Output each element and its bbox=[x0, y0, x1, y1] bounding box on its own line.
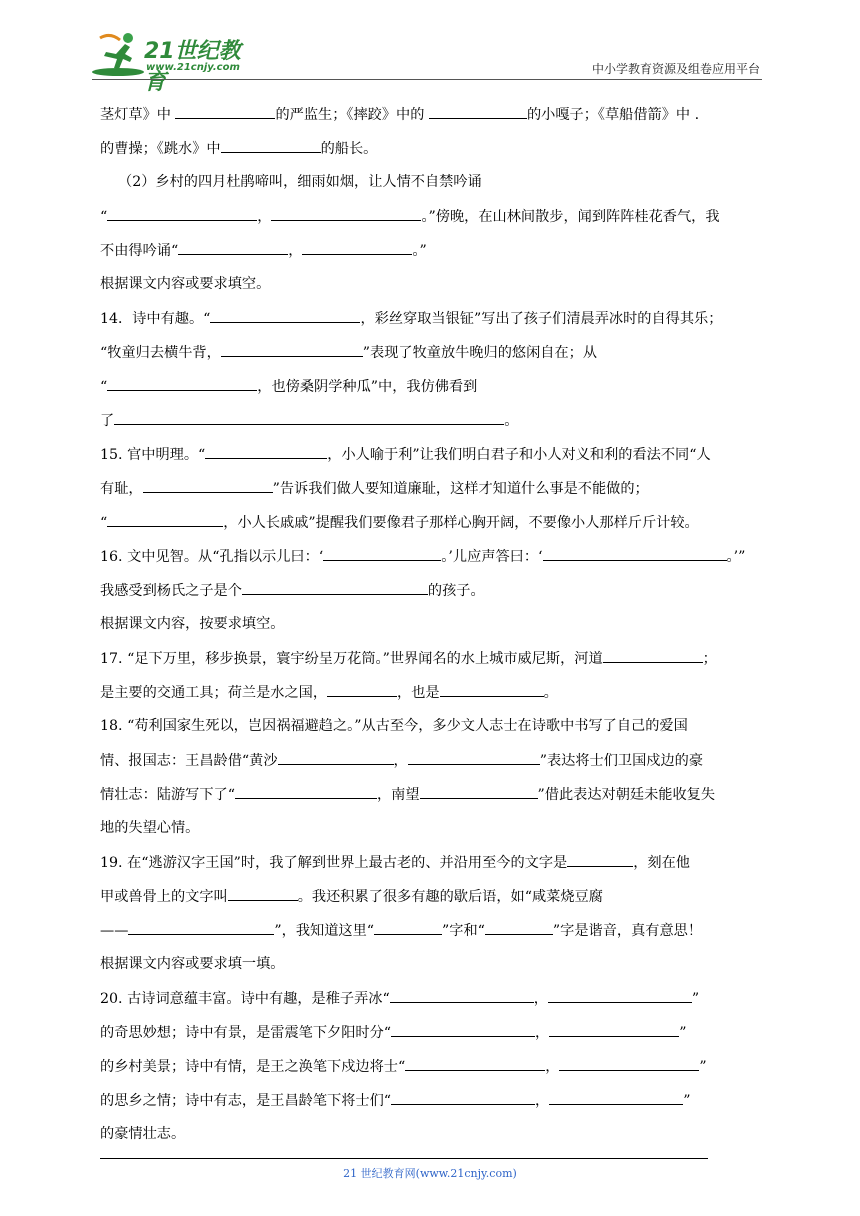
fill-blank[interactable] bbox=[235, 784, 377, 799]
line-text: 20. 古诗词意蕴丰富。诗中有趣，是稚子弄冰“ bbox=[100, 991, 390, 1007]
line-text: 。’儿应声答曰：‘ bbox=[441, 549, 543, 565]
line-text: 的船长。 bbox=[320, 141, 378, 157]
line-text: 的严监生；《摔跤》中的 bbox=[275, 107, 425, 123]
running-man-logo-icon bbox=[92, 28, 152, 80]
fill-blank[interactable] bbox=[128, 920, 274, 935]
line-text: 情、报国志：王昌龄借“黄沙 bbox=[100, 753, 278, 769]
fill-blank[interactable] bbox=[242, 580, 428, 595]
line-text: ”表达将士们卫国戍边的豪 bbox=[539, 753, 704, 769]
text-line bbox=[100, 852, 690, 873]
line-text: 地的失望心情。 bbox=[100, 820, 200, 836]
line-text: ， bbox=[393, 753, 408, 769]
text-line bbox=[100, 784, 715, 805]
fill-blank[interactable] bbox=[391, 1090, 535, 1105]
line-text: 15. 官中明理。“ bbox=[100, 447, 206, 463]
line-text: ，小人长戚戚”提醒我们要像君子那样心胸开阔，不要像小人那样斤斤计较。 bbox=[223, 515, 699, 531]
line-text: 的奇思妙想；诗中有景，是雷震笔下夕阳时分“ bbox=[100, 1025, 392, 1041]
line-text: —— bbox=[100, 923, 129, 939]
fill-blank[interactable] bbox=[420, 784, 538, 799]
line-text: 。我还积累了很多有趣的歇后语，如“咸菜烧豆腐 bbox=[297, 889, 603, 905]
fill-blank[interactable] bbox=[549, 1022, 679, 1037]
section-instruction: 根据课文内容或要求填一填。 bbox=[100, 956, 285, 972]
line-text: 情壮志：陆游写下了“ bbox=[100, 787, 235, 803]
line-text: ； bbox=[702, 651, 717, 667]
text-line bbox=[100, 988, 699, 1009]
text-line bbox=[100, 342, 597, 363]
line-text: 我感受到杨氏之子是个 bbox=[100, 583, 242, 599]
line-text: ” bbox=[683, 1093, 691, 1109]
fill-blank[interactable] bbox=[408, 750, 540, 765]
line-text: “牧童归去横牛背， bbox=[100, 345, 221, 361]
fill-blank[interactable] bbox=[221, 342, 363, 357]
text-line bbox=[100, 1124, 185, 1144]
fill-blank[interactable] bbox=[114, 410, 504, 425]
section-instruction: 根据课文内容或要求填空。 bbox=[100, 276, 271, 292]
line-text: ” bbox=[679, 1025, 687, 1041]
fill-blank[interactable] bbox=[210, 308, 360, 323]
line-text: ”字是谐音，真有意思！ bbox=[552, 923, 703, 939]
text-line bbox=[100, 920, 702, 941]
line-text: ”借此表达对朝廷未能收复失 bbox=[537, 787, 716, 803]
fill-blank[interactable] bbox=[143, 478, 273, 493]
line-text: ， bbox=[535, 1093, 550, 1109]
line-text: （2）乡村的四月杜鹃啼叫，细雨如烟，让人情不自禁吟诵 bbox=[118, 174, 482, 190]
text-line bbox=[100, 750, 703, 771]
fill-blank[interactable] bbox=[374, 920, 442, 935]
text-line bbox=[100, 308, 722, 329]
line-text: 。” bbox=[412, 243, 427, 259]
fill-blank[interactable] bbox=[390, 988, 534, 1003]
line-text: 的曹操；《跳水》中 bbox=[100, 141, 221, 157]
fill-blank[interactable] bbox=[567, 852, 633, 867]
line-text: 17. “足下万里，移步换景，寰宇纷呈万花筒。”世界闻名的水上城市威尼斯，河道 bbox=[100, 651, 603, 667]
footer-link[interactable]: 21 世纪教育网(www.21cnjy.com) bbox=[343, 1167, 517, 1180]
fill-blank[interactable] bbox=[228, 886, 298, 901]
line-text: ，也傍桑阴学种瓜”中，我仿佛看到 bbox=[257, 379, 478, 395]
logo-text: 21世纪教育 bbox=[144, 39, 241, 95]
text-line bbox=[100, 1022, 686, 1043]
text-line bbox=[100, 444, 711, 465]
fill-blank[interactable] bbox=[485, 920, 553, 935]
line-text: 。 bbox=[504, 413, 519, 429]
fill-blank[interactable] bbox=[302, 240, 412, 255]
line-text: “ bbox=[100, 379, 108, 395]
text-line bbox=[100, 614, 284, 634]
fill-blank[interactable] bbox=[107, 376, 257, 391]
line-text: 不由得吟诵“ bbox=[100, 243, 179, 259]
fill-blank[interactable] bbox=[559, 1056, 699, 1071]
fill-blank[interactable] bbox=[440, 682, 544, 697]
line-text: ， bbox=[535, 1025, 550, 1041]
text-line bbox=[100, 818, 199, 838]
line-text: 。 bbox=[543, 685, 558, 701]
line-text: 14．诗中有趣。“ bbox=[100, 311, 211, 327]
line-text: ， bbox=[288, 243, 303, 259]
line-text: ” bbox=[699, 1059, 707, 1075]
fill-blank[interactable] bbox=[271, 206, 421, 221]
line-text: “ bbox=[100, 209, 108, 225]
line-text: ， bbox=[533, 991, 548, 1007]
line-text: ，彩丝穿取当银钲”写出了孩子们清晨弄冰时的自得其乐； bbox=[360, 311, 723, 327]
line-text: 。’” bbox=[726, 549, 746, 565]
fill-blank[interactable] bbox=[549, 1090, 683, 1105]
header-divider bbox=[92, 79, 762, 80]
fill-blank[interactable] bbox=[429, 104, 527, 119]
line-text: 了 bbox=[100, 413, 115, 429]
fill-blank[interactable] bbox=[175, 104, 275, 119]
line-text: ， bbox=[257, 209, 272, 225]
line-text: ”表现了牧童放牛晚归的悠闲自在；从 bbox=[362, 345, 598, 361]
line-text: 的孩子。 bbox=[427, 583, 485, 599]
platform-name: 中小学教育资源及组卷应用平台 bbox=[591, 62, 760, 76]
fill-blank[interactable] bbox=[278, 750, 394, 765]
line-text: “ bbox=[100, 515, 108, 531]
text-line bbox=[100, 206, 720, 227]
line-text: 16. 文中见智。从“孔指以示儿曰：‘ bbox=[100, 549, 324, 565]
fill-blank[interactable] bbox=[405, 1056, 545, 1071]
line-text: 的思乡之情；诗中有志，是王昌龄笔下将士们“ bbox=[100, 1093, 392, 1109]
text-line bbox=[118, 172, 482, 192]
text-line bbox=[100, 376, 477, 397]
footer-divider bbox=[100, 1158, 708, 1159]
text-line bbox=[100, 648, 717, 669]
text-line bbox=[100, 580, 485, 601]
text-line bbox=[100, 886, 603, 907]
line-text: ”，我知道这里“ bbox=[274, 923, 375, 939]
fill-blank[interactable] bbox=[178, 240, 288, 255]
fill-blank[interactable] bbox=[205, 444, 327, 459]
line-text: 是主要的交通工具；荷兰是水之国， bbox=[100, 685, 328, 701]
text-line bbox=[100, 478, 649, 499]
line-text: 的小嘎子；《草船借箭》中 bbox=[526, 107, 691, 123]
fill-blank[interactable] bbox=[548, 988, 692, 1003]
line-text: ” bbox=[691, 991, 700, 1007]
line-text: ”字和“ bbox=[442, 923, 485, 939]
line-text: 。”傍晚，在山林间散步，闻到阵阵桂花香气，我 bbox=[421, 209, 720, 225]
line-text: 茎灯草》中 bbox=[100, 107, 171, 123]
text-line bbox=[100, 1090, 690, 1111]
fill-blank[interactable] bbox=[107, 512, 223, 527]
line-text: ，也是 bbox=[397, 685, 440, 701]
text-line bbox=[100, 240, 427, 261]
fill-blank[interactable] bbox=[603, 648, 703, 663]
line-text: 的豪情壮志。 bbox=[100, 1126, 186, 1142]
text-line bbox=[100, 546, 745, 567]
line-text: ，刻在他 bbox=[633, 855, 690, 871]
line-text: ”告诉我们做人要知道廉耻，这样才知道什么事是不能做的； bbox=[272, 481, 649, 497]
page-header bbox=[92, 28, 762, 95]
line-text: 19. 在“逃游汉字王国”时，我了解到世界上最古老的、并沿用至今的文字是 bbox=[100, 855, 568, 871]
text-line bbox=[100, 410, 518, 431]
text-line bbox=[100, 104, 699, 125]
line-text: 有耻， bbox=[100, 481, 143, 497]
line-text: 甲或兽骨上的文字叫 bbox=[100, 889, 228, 905]
line-text: ，小人喻于利”让我们明白君子和小人对义和利的看法不同“人 bbox=[327, 447, 711, 463]
logo-url: www.21cnjy.com bbox=[146, 62, 240, 73]
line-text: ，南望 bbox=[376, 787, 420, 803]
line-text: ， bbox=[545, 1059, 560, 1075]
text-line bbox=[100, 954, 284, 974]
site-logo[interactable] bbox=[92, 28, 262, 95]
line-text: 的乡村美景；诗中有情，是王之涣笔下戍边将士“ bbox=[100, 1059, 406, 1075]
fill-blank[interactable] bbox=[221, 138, 321, 153]
text-line bbox=[100, 138, 377, 159]
line-text: . bbox=[694, 107, 700, 123]
text-line bbox=[100, 1056, 707, 1077]
line-text: 18. “苟利国家生死以，岂因祸福避趋之。”从古至今，多少文人志士在诗歌中书写了自己的爱国 bbox=[100, 718, 688, 734]
text-line bbox=[100, 716, 688, 736]
fill-blank[interactable] bbox=[107, 206, 257, 221]
fill-blank[interactable] bbox=[327, 682, 397, 697]
text-line bbox=[100, 512, 699, 533]
fill-blank[interactable] bbox=[391, 1022, 535, 1037]
section-instruction: 根据课文内容，按要求填空。 bbox=[100, 616, 285, 632]
fill-blank[interactable] bbox=[543, 546, 727, 561]
text-line bbox=[100, 682, 558, 703]
text-line bbox=[100, 274, 270, 294]
fill-blank[interactable] bbox=[323, 546, 441, 561]
